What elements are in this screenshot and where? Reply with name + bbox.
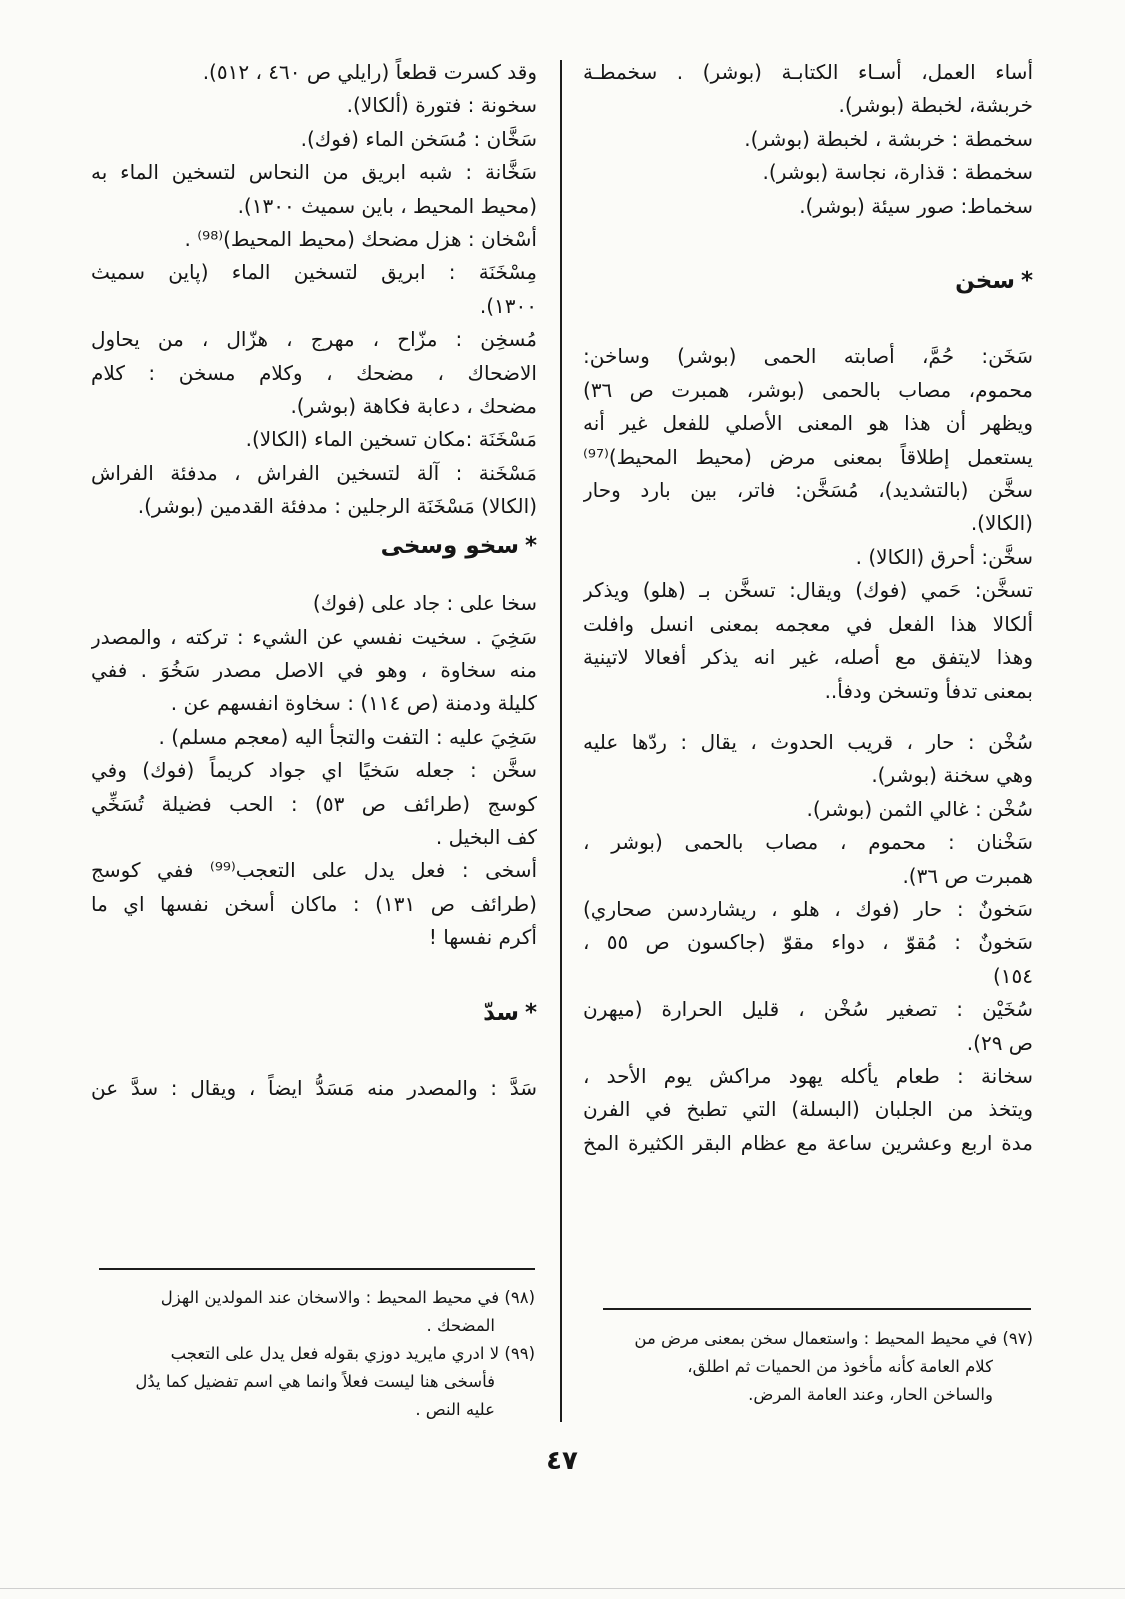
page-bottom-edge: [0, 1588, 1125, 1589]
text-line: مِسْخَنَة : ابريق لتسخين الماء (پاين سميث: [91, 260, 537, 285]
text-line: تسخَّن: حَمي (فوك) ويقال: تسخَّن بـ (هلو) ويذكر: [583, 578, 1033, 603]
text-line: سخَّن (بالتشديد)، مُسَخَّن: فاتر، بين بارد وحار: [583, 478, 1033, 503]
text-line: سخا على : جاد على (فوك): [312, 591, 537, 616]
text-line: سخَّن : جعله سَخيًا اي جواد كريماً (فوك) وفي: [91, 758, 537, 783]
text-line: (الكالا).: [970, 511, 1033, 536]
text-line: كوسج (طرائف ص ٥٣) : الحب فضيلة تُسَخِّي: [91, 791, 537, 816]
text-line: خربشة، لخبطة (بوشر).: [838, 93, 1033, 118]
left-column: [91, 56, 537, 1105]
footnote-line: (٩٧) في محيط المحيط : واستعمال سخن بمعنى مرض من: [634, 1329, 1033, 1348]
text-line: أسخى : فعل يدل على التعجب⁽⁹⁹⁾ ففي كوسج: [91, 858, 537, 883]
entry-heading-sakhn: [583, 265, 1033, 298]
text-line: ص ٢٩).: [966, 1030, 1033, 1055]
text-line: مَسْخَنة : آلة لتسخين الفراش ، مدفئة الفراش: [91, 460, 537, 485]
text-line: (طرائف ص ١٣١) : ماكان أسخن نفسها اي ما: [91, 891, 537, 916]
heading-text: سدّ: [483, 999, 519, 1026]
text-line: مُسخِن : مزّاح ، مهرج ، هزّال ، من يحاول: [91, 327, 537, 352]
text-line: أكرم نفسها !: [428, 925, 537, 950]
left-footnotes: [91, 1284, 535, 1424]
footnote-line: كلام العامة كأنه مأخوذ من الحميات ثم اطلق،: [687, 1357, 993, 1376]
text-line: سَخِيَ . سخيت نفسي عن الشيء : تركته ، والمصدر: [91, 624, 537, 649]
text-line: يستعمل إطلاقاً بمعنى مرض (محيط المحيط)⁽⁹⁷⁾: [583, 444, 1033, 469]
text-line: محموم، مصاب بالحمى (بوشر، همبرت ص ٣٦): [583, 377, 1033, 402]
heading-text: سخن: [955, 268, 1015, 295]
text-line: وهي سخنة (بوشر).: [871, 763, 1033, 788]
heading-text: سخو وسخى: [380, 532, 519, 559]
footnote-line: والساخن الحار، وعند العامة المرض.: [748, 1385, 993, 1404]
text-line: سُخْن : غالي الثمن (بوشر).: [806, 796, 1033, 821]
text-line: سخمطة : قذارة، نجاسة (بوشر).: [762, 160, 1033, 185]
text-line: سَخِيَ عليه : التفت والتجأ اليه (معجم مسلم) .: [158, 724, 537, 749]
text-line: وهذا لايتفق مع أصله، غير انه يذكر أفعالا لاتينية: [583, 645, 1033, 670]
text-line: بمعنى تدفأ وتسخن ودفأ..: [824, 678, 1033, 703]
footnote-line: عليه النص .: [415, 1400, 495, 1419]
asterisk-marker: *: [524, 532, 537, 559]
text-line: سخَّن: أحرق (الكالا) .: [855, 544, 1033, 569]
footnote-line: (٩٩) لا ادري مايريد دوزي بقوله فعل يدل على التعجب: [170, 1344, 535, 1363]
text-line: ويظهر أن هذا هو المعنى الأصلي للفعل غير أنه: [583, 411, 1033, 436]
text-line: ألكالا هذا الفعل في معجمه بمعنى انسل وافلت: [583, 611, 1033, 636]
footnote-line: فأسخى هنا ليست فعلاً وانما هي اسم تفضيل كما يدُل: [135, 1372, 495, 1391]
text-line: مَسْخَنَة :مكان تسخين الماء (الكالا).: [245, 427, 537, 452]
right-column: [583, 56, 1033, 1160]
footnote-divider: [99, 1268, 535, 1270]
text-line: الاضحاك ، مضحك ، وكلام مسخن : كلام: [91, 360, 537, 385]
entry-heading-sakhw: [91, 530, 537, 563]
text-line: أساء العمل، أسـاء الكتابـة (بوشر) . سخمطـة: [583, 60, 1033, 84]
column-divider: [560, 60, 562, 1422]
text-line: سَخَّان : مُسَخن الماء (فوك).: [300, 126, 537, 151]
footnote-line: (٩٨) في محيط المحيط : والاسخان عند المولدين الهزل: [160, 1288, 535, 1307]
text-line: مضحك ، دعابة فكاهة (بوشر).: [290, 394, 537, 419]
text-line: سَخونٌ : حار (فوك ، هلو ، ريشاردسن صحاري): [583, 896, 1033, 921]
text-line: سخانة : طعام يأكله يهود مراكش يوم الأحد ،: [583, 1063, 1033, 1088]
asterisk-marker: *: [524, 999, 537, 1026]
text-line: كف البخيل .: [435, 824, 537, 849]
text-line: (الكالا) مَسْخَنَة الرجلين : مدفئة القدمين (بوشر).: [137, 494, 537, 519]
text-line: ١٣٠٠).: [479, 293, 537, 318]
text-line: سَدَّ : والمصدر منه مَسَدُّ ايضاً ، ويقال : سدَّ عن: [91, 1075, 537, 1100]
footnote-line: المضحك .: [426, 1316, 495, 1335]
text-line: ويتخذ من الجلبان (البسلة) التي تطبخ في الفرن: [583, 1097, 1033, 1122]
text-line: سَخْنان : محموم ، مصاب بالحمى (بوشر ،: [583, 830, 1033, 855]
text-line: أسْخان : هزل مضحك (محيط المحيط)⁽⁹⁸⁾ .: [184, 227, 537, 252]
text-line: سخماط: صور سيئة (بوشر).: [799, 193, 1033, 218]
page-number: ٤٧: [546, 1446, 578, 1476]
text-line: سُخْن : حار ، قريب الحدوث ، يقال : ردّها عليه: [583, 729, 1033, 754]
text-line: سَخونٌ : مُقوّ ، دواء مقوّ (جاكسون ص ٥٥ ،: [583, 930, 1033, 955]
text-line: وقد كسرت قطعاً (رايلي ص ٤٦٠ ، ٥١٢).: [202, 60, 537, 84]
text-line: مدة اربع وعشرين ساعة مع عظام البقر الكثيرة المخ: [583, 1130, 1033, 1155]
asterisk-marker: *: [1020, 268, 1033, 295]
text-line: سَخَن: حُمَّ، أصابته الحمى (بوشر) وساخن:: [583, 344, 1033, 369]
text-line: سخونة : فتورة (ألكالا).: [346, 93, 537, 118]
right-footnotes: [593, 1325, 1033, 1409]
footnote-divider: [603, 1308, 1031, 1310]
text-line: كليلة ودمنة (ص ١١٤) : سخاوة انفسهم عن .: [170, 691, 537, 716]
text-line: سَخَّانة : شبه ابريق من النحاس لتسخين الماء به: [91, 160, 537, 185]
text-line: سُخَيْن : تصغير سُخْن ، قليل الحرارة (ميهرن: [583, 997, 1033, 1022]
text-line: سخمطة : خربشة ، لخبطة (بوشر).: [744, 126, 1033, 151]
entry-heading-sadd: [91, 997, 537, 1030]
text-line: ١٥٤): [992, 963, 1033, 988]
text-line: همبرت ص ٣٦).: [902, 863, 1033, 888]
text-line: (محيط المحيط ، باين سميث ١٣٠٠).: [237, 193, 537, 218]
text-line: منه سخاوة ، وهو في الاصل مصدر سَخُوَ . ففي: [91, 657, 537, 682]
